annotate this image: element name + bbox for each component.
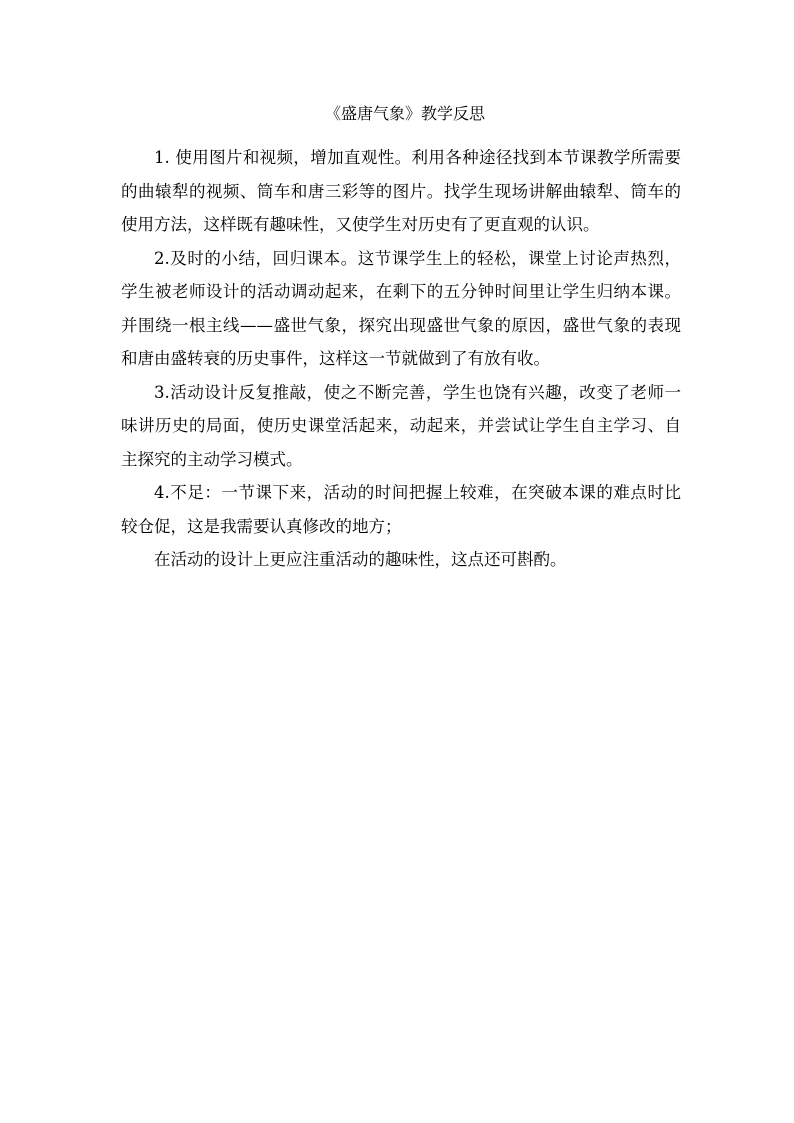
paragraph-4: 4.不足：一节课下来，活动的时间把握上较难，在突破本课的难点时比较仓促，这是我需要认真修改的地方；	[121, 483, 681, 536]
document-body	[121, 102, 681, 577]
paragraph-2: 2.及时的小结，回归课本。这节课学生上的轻松，课堂上讨论声热烈，学生被老师设计的活动调动起来，在剩下的五分钟时间里让学生归纳本课。并围绕一根主线——盛世气象，探究出现盛世气象的原因，盛世气象的表现和唐由盛转衰的历史事件，这样这一节就做到了有放有收。	[121, 248, 681, 368]
paragraph-1: 1. 使用图片和视频，增加直观性。利用各种途径找到本节课教学所需要的曲辕犁的视频、筒车和唐三彩等的图片。找学生现场讲解曲辕犁、筒车的使用方法，这样既有趣味性，又使学生对历史有了更直观的认识。	[121, 148, 681, 234]
paragraph-5: 在活动的设计上更应注重活动的趣味性，这点还可斟酌。	[154, 550, 567, 569]
document-title: 《盛唐气象》教学反思	[324, 104, 485, 123]
paragraph-3: 3.活动设计反复推敲，使之不断完善，学生也饶有兴趣，改变了老师一味讲历史的局面，使历史课堂活起来，动起来，并尝试让学生自主学习、自主探究的主动学习模式。	[121, 382, 681, 469]
